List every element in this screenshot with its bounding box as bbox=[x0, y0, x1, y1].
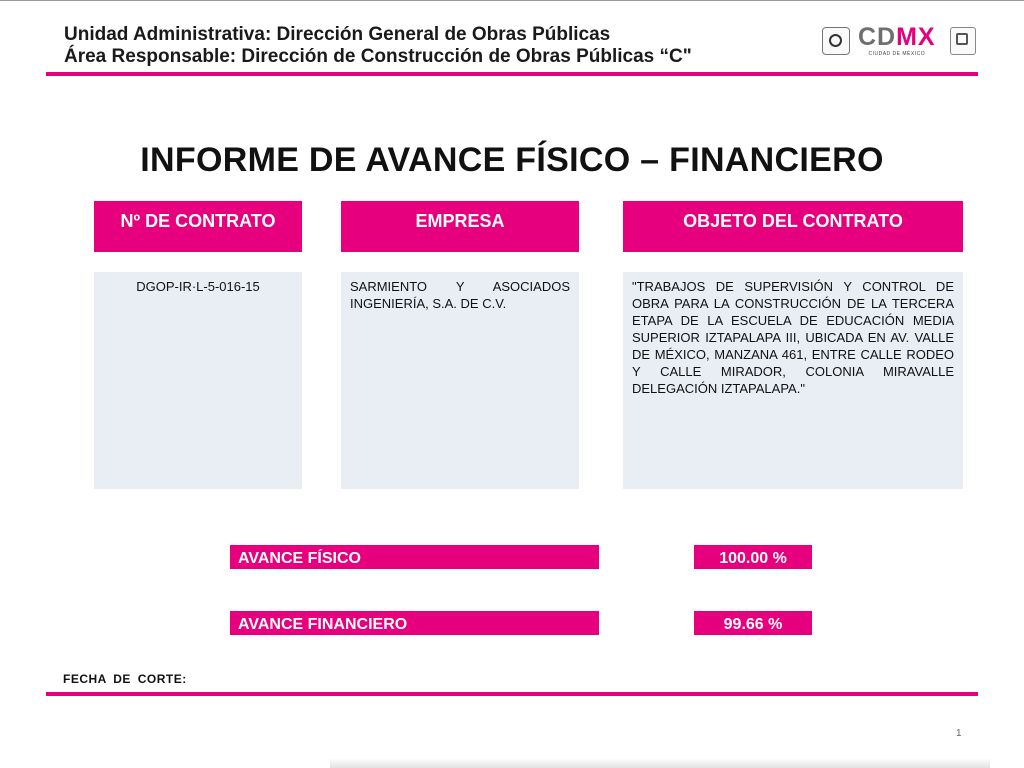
avance-financiero-value: 99.66 % bbox=[694, 611, 812, 635]
logo-group bbox=[822, 24, 976, 58]
footer-divider bbox=[46, 692, 978, 696]
government-shield-icon bbox=[950, 27, 976, 55]
page-number: 1 bbox=[956, 728, 962, 739]
avance-financiero-label: AVANCE FINANCIERO bbox=[230, 611, 599, 635]
contract-object-cell: "TRABAJOS DE SUPERVISIÓN Y CONTROL DE OBRA PARA LA CONSTRUCCIÓN DE LA TERCERA ETAPA DE LA ESCUELA DE EDUCACIÓN MEDIA SUPERIOR IZTAPALAPA III, UBICADA EN AV. VALLE DE MÉXICO, MANZANA 461, ENTRE CALLE RODEO Y CALLE MIRADOR, COLONIA MIRAVALLE DELEGACIÓN IZTAPALAPA." bbox=[623, 272, 963, 489]
contract-object-header: OBJETO DEL CONTRATO bbox=[623, 201, 963, 252]
document-header bbox=[64, 24, 692, 68]
national-seal-icon bbox=[822, 27, 850, 55]
cdmx-subtitle: CIUDAD DE MÉXICO bbox=[868, 51, 926, 57]
contract-number-cell: DGOP-IR·L-5-016-15 bbox=[94, 272, 302, 489]
top-border-line bbox=[0, 0, 1024, 1]
slide-shadow bbox=[330, 758, 990, 768]
area-responsable: Área Responsable: Dirección de Construcción de Obras Públicas “C" bbox=[64, 46, 692, 67]
fecha-corte-label: FECHA DE CORTE: bbox=[63, 672, 187, 686]
header-divider bbox=[46, 72, 978, 76]
company-header: EMPRESA bbox=[341, 201, 579, 252]
unidad-administrativa: Unidad Administrativa: Dirección General de Obras Públicas bbox=[64, 24, 611, 45]
company-cell: SARMIENTO Y ASOCIADOS INGENIERÍA, S.A. DE C.V. bbox=[341, 272, 579, 489]
cdmx-wordmark: CDMX bbox=[858, 23, 936, 51]
report-title: INFORME DE AVANCE FÍSICO – FINANCIERO bbox=[140, 141, 884, 179]
cdmx-logo bbox=[858, 25, 936, 57]
avance-fisico-value: 100.00 % bbox=[694, 545, 812, 569]
contract-number-header: Nº DE CONTRATO bbox=[94, 201, 302, 252]
avance-fisico-label: AVANCE FÍSICO bbox=[230, 545, 599, 569]
